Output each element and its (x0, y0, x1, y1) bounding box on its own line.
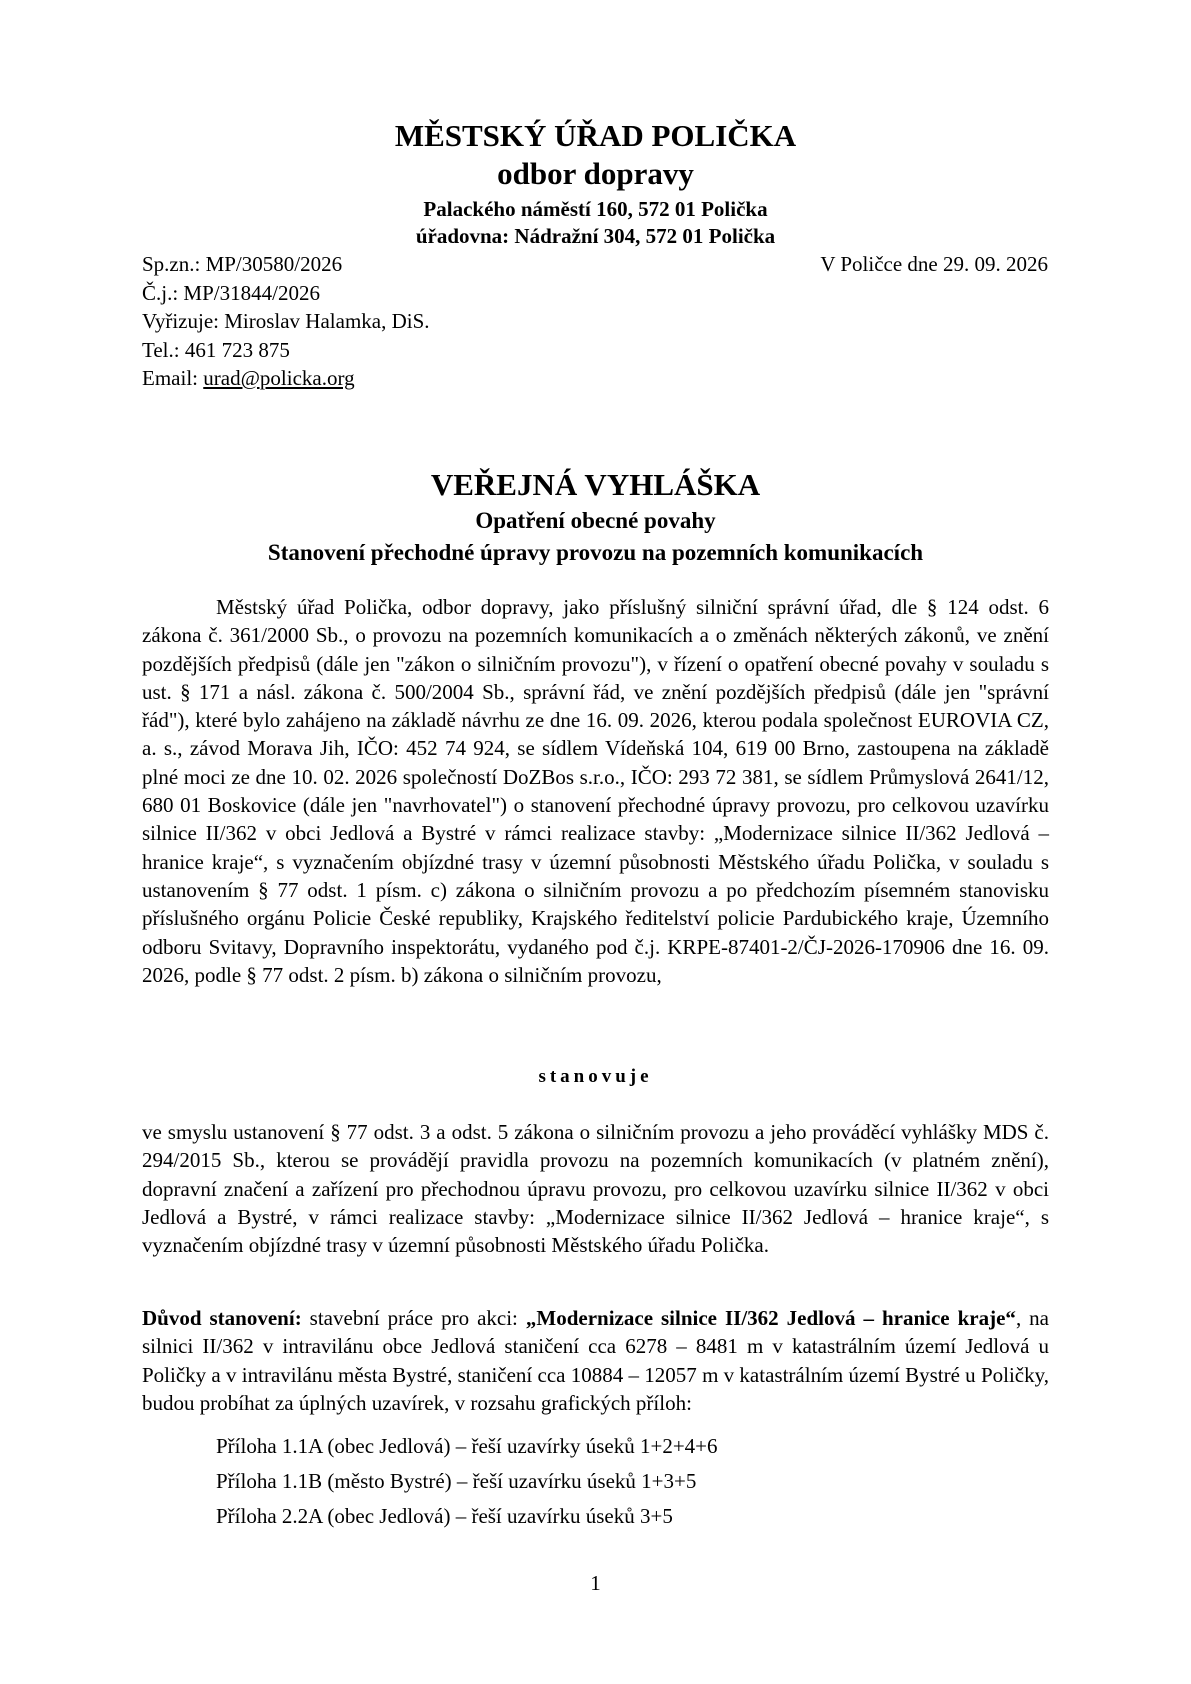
office-branch-address: úřadovna: Nádražní 304, 572 01 Polička (415, 224, 776, 248)
reason-text-pre: stavební práce pro akci: (301, 1306, 526, 1330)
document-date: V Poličce dne 29. 09. 2026 (820, 252, 1048, 276)
email-link[interactable]: urad@policka.org (203, 366, 355, 390)
office-address: Palackého náměstí 160, 572 01 Polička (423, 197, 768, 221)
reference-block (142, 250, 430, 393)
annex-list (216, 1432, 718, 1537)
department-name: odbor dopravy (497, 156, 694, 191)
reason-project: „Modernizace silnice II/362 Jedlová – hranice kraje“ (525, 1306, 1016, 1330)
page-number: 1 (590, 1571, 601, 1595)
decision-paragraph: ve smyslu ustanovení § 77 odst. 3 a odst. 5 zákona o silničním provozu a jeho prováděcí vyhlášky MDS č. 294/2015 Sb., kterou se provádějí pravidla provozu na pozemních komunikacích (v platném znění), dopravní značení a zařízení pro přechodnou úpravu provozu, pro celkovou uzavírku silnice II/362 v obci Jedlová a Bystré, v rámci realizace stavby: „Modernizace silnice II/362 Jedlová – hranice kraje“, s vyznačením objízdné trasy v územní působnosti Městského úřadu Polička. (142, 1120, 1049, 1258)
office-name: MĚSTSKÝ ÚŘAD POLIČKA (394, 118, 797, 153)
intro-paragraph: Městský úřad Polička, odbor dopravy, jako příslušný silniční správní úřad, dle § 124 odst. 6 zákona č. 361/2000 Sb., o provozu na pozemních komunikacích a o změnách některých zákonů, ve znění pozdějších předpisů (dále jen "zákon o silničním provozu"), v řízení o opatření obecné povahy v souladu s ust. § 171 a násl. zákona č. 500/2004 Sb., správní řád, ve znění pozdějších předpisů (dále jen "správní řád"), které bylo zahájeno na základě návrhu ze dne 16. 09. 2026, kterou podala společnost EUROVIA CZ, a. s., závod Morava Jih, IČO: 452 74 924, se sídlem Vídeňská 104, 619 00 Brno, zastoupena na základě plné moci ze dne 10. 02. 2026 společností DoZBos s.r.o., IČO: 293 72 381, se sídlem Průmyslová 2641/12, 680 01 Boskovice (dále jen "navrhovatel") o stanovení přechodné úpravy provozu, pro celkovou uzavírku silnice II/362 v obci Jedlová a Bystré v rámci realizace stavby: „Modernizace silnice II/362 Jedlová – hranice kraje“, s vyznačením objízdné trasy v územní působnosti Městského úřadu Polička, v souladu s ustanovením § 77 odst. 1 písm. c) zákona o silničním provozu a po předchozím písemném stanovisku příslušného orgánu Policie České republiky, Krajského ředitelství policie Pardubického kraje, Územního odboru Svitavy, Dopravního inspektorátu, vydaného pod č.j. KRPE-87401-2/ČJ-2026-170906 dne 16. 09. 2026, podle § 77 odst. 2 písm. b) zákona o silničním provozu, (142, 595, 1049, 987)
reason-text-post: , na silnici II/362 v intravilánu obce Jedlová staničení cca 6278 – 8481 m v katastrálním území Jedlová u Poličky a v intravilánu města Bystré, staničení cca 10884 – 12057 m v katastrálním území Bystré u Poličky, budou probíhat za úplných uzavírek, v rozsahu grafických příloh: (142, 1306, 1049, 1415)
annex-item: Příloha 1.1A (obec Jedlová) – řeší uzavírky úseků 1+2+4+6 (216, 1434, 718, 1458)
file-number: Sp.zn.: MP/30580/2026 (142, 252, 343, 276)
document-subtitle: Opatření obecné povahy (475, 508, 716, 533)
email-label: Email: (142, 366, 204, 390)
decision-heading: stanovuje (538, 1066, 653, 1087)
reason-label: Důvod stanovení: (142, 1306, 302, 1330)
document-subject: Stanovení přechodné úpravy provozu na pozemních komunikacích (267, 540, 924, 565)
reference-number: Č.j.: MP/31844/2026 (142, 280, 320, 305)
reason-paragraph (142, 1304, 1049, 1417)
email-line (142, 364, 430, 393)
annex-item: Příloha 2.2A (obec Jedlová) – řeší uzavírku úseků 3+5 (216, 1504, 673, 1528)
phone: Tel.: 461 723 875 (142, 337, 290, 362)
handler: Vyřizuje: Miroslav Halamka, DiS. (142, 309, 430, 333)
annex-item: Příloha 1.1B (město Bystré) – řeší uzavírku úseků 1+3+5 (216, 1469, 697, 1493)
document-title: VEŘEJNÁ VYHLÁŠKA (430, 467, 761, 502)
